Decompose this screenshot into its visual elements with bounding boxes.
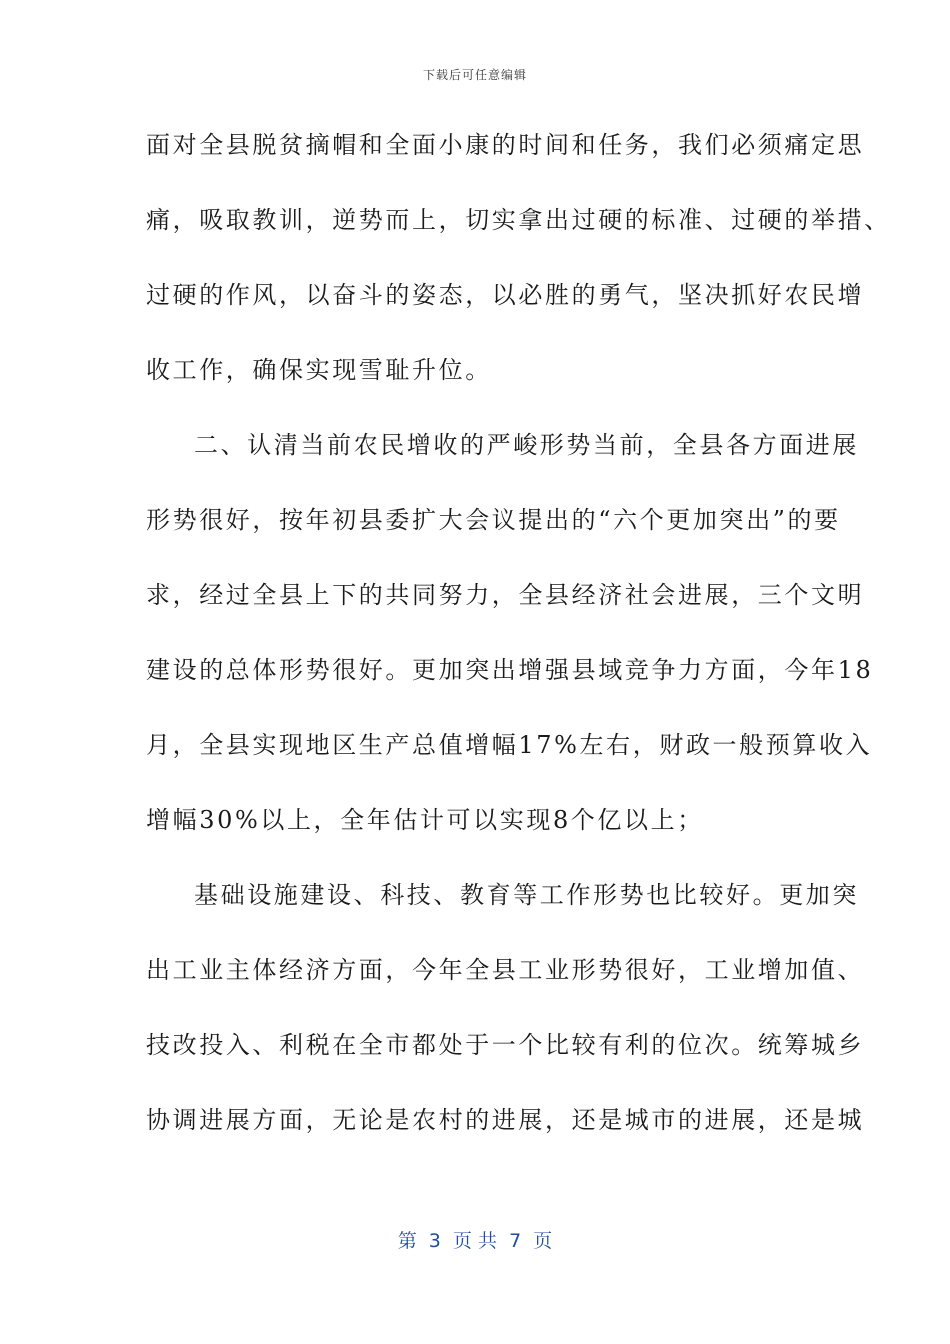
text-line: 痛，吸取教训，逆势而上，切实拿出过硬的标准、过硬的举措、 [146, 206, 891, 234]
text-line: 技改投入、利税在全市都处于一个比较有利的位次。统筹城乡 [146, 1031, 865, 1059]
text-line: 增幅30%以上，全年估计可以实现8个亿以上； [146, 806, 704, 834]
text-line: 二、认清当前农民增收的严峻形势当前，全县各方面进展 [194, 431, 859, 459]
text-line: 收工作，确保实现雪耻升位。 [146, 356, 492, 384]
text-line: 月，全县实现地区生产总值增幅17%左右，财政一般预算收入 [146, 731, 873, 759]
header-note: 下载后可任意编辑 [422, 68, 527, 82]
text-line: 求，经过全县上下的共同努力，全县经济社会进展，三个文明 [146, 581, 865, 609]
page-number-footer: 第 3 页 共 7 页 [397, 1230, 553, 1252]
text-line: 面对全县脱贫摘帽和全面小康的时间和任务，我们必须痛定思 [146, 131, 865, 159]
text-line: 建设的总体形势很好。更加突出增强县域竞争力方面，今年18 [146, 656, 874, 684]
document-body [146, 125, 891, 1175]
text-line: 协调进展方面，无论是农村的进展，还是城市的进展，还是城 [146, 1106, 865, 1134]
text-line: 过硬的作风，以奋斗的姿态，以必胜的勇气，坚决抓好农民增 [146, 281, 865, 309]
text-line: 基础设施建设、科技、教育等工作形势也比较好。更加突 [194, 881, 859, 909]
text-line: 出工业主体经济方面，今年全县工业形势很好，工业增加值、 [146, 956, 865, 984]
text-line: 形势很好，按年初县委扩大会议提出的“六个更加突出”的要 [146, 506, 841, 534]
